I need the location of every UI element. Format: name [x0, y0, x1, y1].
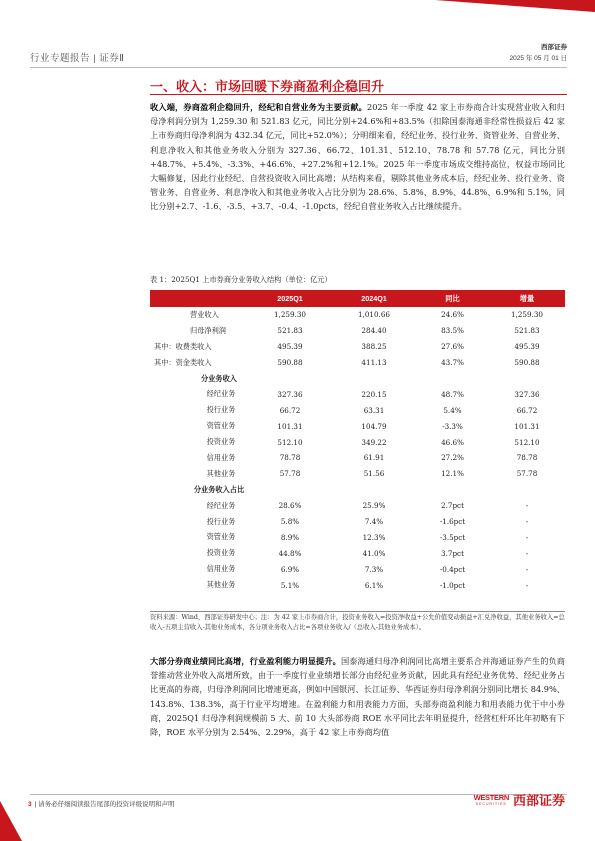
footer-disclaimer: 3 | 请务必仔细阅读报告尾部的投资评级说明和声明 — [28, 801, 175, 808]
table-cell: 8.9% — [280, 532, 300, 542]
table-cell: 411.13 — [361, 358, 387, 368]
table-row-label: 信用业务 — [206, 564, 236, 574]
table-cell: 5.1% — [280, 580, 300, 590]
table-row — [150, 482, 565, 498]
table-cell: 2.7pct — [441, 501, 464, 511]
table-cell: -1.0pct — [439, 580, 466, 590]
table-cell: 78.78 — [279, 453, 301, 463]
table-cell: 25.9% — [362, 501, 386, 511]
table-cell: - — [525, 517, 529, 527]
table-cell: 521.83 — [514, 326, 540, 336]
paragraph-performance — [150, 654, 565, 739]
table-row-label: 其中：资金类收入 — [154, 357, 212, 367]
table-cell: 5.4% — [443, 405, 462, 415]
table-row — [150, 339, 565, 355]
table-row-label: 投行业务 — [206, 405, 236, 415]
table-bottom-rule — [150, 611, 565, 612]
section-title: 一、收入：市场回暖下券商盈利企稳回升 — [150, 80, 385, 95]
table-cell — [248, 482, 332, 498]
table-cell: 24.6% — [441, 310, 464, 320]
table-cell: 104.79 — [361, 421, 387, 431]
table-cell: 327.36 — [514, 389, 540, 399]
table-cell: 101.31 — [514, 421, 540, 431]
table-cell: -1.6pct — [439, 517, 466, 527]
table-row — [150, 577, 565, 593]
table-cell — [248, 371, 332, 387]
table-row — [150, 466, 565, 482]
table-cell: 28.6% — [278, 501, 302, 511]
table-row — [150, 323, 565, 339]
table-cell — [332, 371, 416, 387]
table-cell: 512.10 — [514, 437, 540, 447]
table-cell: 41.0% — [362, 548, 386, 558]
report-category: 行业专题报告 | 证券Ⅱ — [30, 53, 125, 64]
logo-cn: 西部证券 — [512, 794, 565, 809]
table-row-label: 其中：收费类收入 — [154, 341, 212, 351]
table-cell: 48.7% — [441, 389, 464, 399]
paragraph-lead: 大部分券商业绩同比高增，行业盈利能力明显提升。 — [150, 656, 341, 666]
table-row-label: 分业务收入占比 — [193, 484, 245, 494]
table-row — [150, 355, 565, 371]
paragraph-body: 国泰海通归母净利润同比高增主要系合并海通证券产生的负商誉推动营业外收入高增所致，由于一季度行业业绩增长部分由经纪业务贡献，因此具有经纪业务优势、经纪业务占比更高的券商，归母净利润同比增速更高，例如中国银河、长江证券、华西证券归母净利润分别同比增长 84.9%、143.8%、138.3%，高于行业平均增速。在盈利能力和用表能力方面，头部券商盈利能力和用表能力优于中小券商，2025Q1 归母净利润规模前 5 大、前 10 大头部券商 ROE 水平同比去年明显提升，经营杠杆环比年初略有下降，ROE 水平分别为 2.54%、2.29%，高于 42 家上市券商均值 — [150, 656, 565, 738]
table-cell: 63.31 — [363, 405, 385, 415]
section-divider — [150, 94, 567, 95]
table-row-label: 分业务收入 — [201, 373, 237, 383]
table-cell: 220.15 — [361, 389, 387, 399]
footer-disclaimer-text: 请务必仔细阅读报告尾部的投资评级说明和声明 — [38, 801, 175, 808]
table-cell: 27.2% — [441, 453, 464, 463]
table-cell: 3.7pct — [441, 548, 464, 558]
table-cell: 101.31 — [277, 421, 303, 431]
table-cell: 6.9% — [280, 564, 300, 574]
paragraph-body: 2025 年一季度 42 家上市券商合计实现营业收入和归母净利润分别为 1,259.30 和 521.83 亿元，同比分别+24.6%和+83.5%（扣除国泰海通非经常性损益后 42 家上市券商归母净利润为 432.34 亿元，同比+52.0%）；分明细来看，经纪业务、投行业务、资管业务、自营业务、利息净收入和其他业务收入分别为 327.36、66.72、101.31、512.10、78.78 和 57.78 亿元，同比分别+48.7%、+5.4%、-3.3%、+46.6%、+27.2%和+12.1%。2025 年一季度市场成交维持高位，权益市场同比大幅修复，因此行业经纪、自营投资收入同比高增；从结构来看，剔除其他业务成本后，经纪业务、投行业务、资管业务、自营业务、利息净收入和其他业务收入占比分别为 28.6%、5.8%、8.9%、44.8%、6.9%和 5.1%，同比分别+2.7、-1.6、-3.5、+3.7、-0.4、-1.0pcts，经纪自营业务收入占比继续提升。 — [150, 102, 565, 212]
header-date: 2025 年 05 月 01 日 — [509, 55, 567, 62]
table-cell: 5.8% — [280, 517, 300, 527]
table-row — [150, 561, 565, 577]
table-row — [150, 402, 565, 418]
paragraph-lead: 收入端，券商盈利企稳回升，经纪和自营业务为主要贡献。 — [150, 102, 368, 112]
table-row-label: 投行业务 — [206, 516, 236, 526]
table-cell — [416, 371, 489, 387]
table-row — [150, 434, 565, 450]
table-cell: 1,010.66 — [357, 310, 390, 320]
table-cell: 44.8% — [278, 548, 302, 558]
table-cell: - — [525, 501, 529, 511]
table-row-label: 归母净利润 — [190, 325, 226, 335]
table-cell: 43.7% — [441, 358, 464, 368]
table-row-label: 其他业务 — [206, 468, 236, 478]
table-cell: 46.6% — [441, 437, 464, 447]
company-logo — [474, 790, 565, 809]
table-row-label: 经纪业务 — [206, 500, 236, 510]
table-cell: 590.88 — [514, 358, 540, 368]
corner-decoration-bottom — [0, 801, 22, 841]
table-cell: -0.4pct — [439, 564, 466, 574]
table-row — [150, 307, 565, 323]
table-cell: 349.22 — [361, 437, 387, 447]
table-cell: 12.1% — [441, 469, 464, 479]
table-header-cell — [150, 290, 248, 307]
corner-decoration-top — [435, 0, 595, 12]
table-row — [150, 529, 565, 545]
table-cell: 284.40 — [361, 326, 387, 336]
table-row-label: 营业收入 — [190, 309, 219, 319]
table-cell: 66.72 — [279, 405, 301, 415]
table-cell: 12.3% — [362, 532, 386, 542]
table-cell: 512.10 — [277, 437, 303, 447]
table-row — [150, 418, 565, 434]
table-cell — [489, 482, 565, 498]
table-row-label: 投资业务 — [206, 437, 236, 447]
table-row-label: 资管业务 — [206, 532, 236, 542]
table-cell: 590.88 — [277, 358, 303, 368]
header-divider — [30, 67, 567, 68]
table-cell: 66.72 — [516, 405, 538, 415]
table-cell: 61.91 — [363, 453, 385, 463]
table-cell: 27.6% — [441, 342, 464, 352]
header-brand-date — [510, 42, 567, 64]
table-cell: -3.5pct — [439, 532, 466, 542]
table-row — [150, 386, 565, 402]
table-cell — [332, 482, 416, 498]
table-row — [150, 371, 565, 387]
table-cell: 78.78 — [516, 453, 538, 463]
table-row — [150, 498, 565, 514]
table-cell: 7.3% — [364, 564, 384, 574]
table-cell: 388.25 — [361, 342, 387, 352]
table-cell: 1,259.30 — [510, 310, 543, 320]
table-cell: 1,259.30 — [273, 310, 306, 320]
table-row — [150, 545, 565, 561]
table-cell — [416, 482, 489, 498]
table-cell: 57.78 — [516, 469, 538, 479]
table-cell: 83.5% — [441, 326, 464, 336]
table-cell: - — [525, 580, 529, 590]
table-row — [150, 450, 565, 466]
logo-mark — [474, 793, 509, 806]
table-cell: 495.39 — [277, 342, 303, 352]
table-cell: 51.56 — [363, 469, 385, 479]
table-cell: - — [525, 548, 529, 558]
table-cell — [489, 371, 565, 387]
table-header-cell: 2024Q1 — [332, 290, 416, 307]
table-cell: 495.39 — [514, 342, 540, 352]
table-cell: -3.3% — [442, 421, 463, 431]
table-cell: 327.36 — [277, 389, 303, 399]
table-row-label: 投资业务 — [206, 548, 236, 558]
logo-en: WESTERN — [473, 793, 509, 802]
table-row — [150, 514, 565, 530]
table-row-label: 经纪业务 — [206, 389, 236, 399]
table-row-label: 资管业务 — [206, 421, 236, 431]
table-cell: 6.1% — [364, 580, 384, 590]
table-cell: 7.4% — [364, 517, 384, 527]
table-caption: 表 1：2025Q1 上市券商分业务收入结构（单位：亿元） — [150, 275, 332, 284]
table-header-cell: 增量 — [489, 290, 565, 307]
table-header-cell: 2025Q1 — [248, 290, 332, 307]
table-header-cell: 同比 — [416, 290, 489, 307]
header-brand: 西部证券 — [541, 44, 567, 51]
page-number: 3 — [28, 801, 32, 808]
table-header-row — [150, 290, 565, 307]
table-row-label: 信用业务 — [206, 452, 236, 462]
table-cell: - — [525, 532, 529, 542]
table-cell: - — [525, 564, 529, 574]
logo-sec: SECURITIES — [475, 802, 507, 806]
table-source-note: 资料来源：Wind，西部证券研发中心；注：为 42 家上市券商合计，投资业务收入=投资净收益+公允价值变动损益+汇兑净收益，其他业务收入=总收入-五项主营收入-其他业务成本，各分项业务收入占比=各项业务收入/（总收入-其他业务成本）。 — [150, 614, 565, 631]
table-cell: 57.78 — [279, 469, 301, 479]
table-cell: 521.83 — [277, 326, 303, 336]
table-row-label: 其他业务 — [206, 580, 236, 590]
paragraph-revenue — [150, 100, 565, 214]
revenue-structure-table — [150, 290, 565, 593]
